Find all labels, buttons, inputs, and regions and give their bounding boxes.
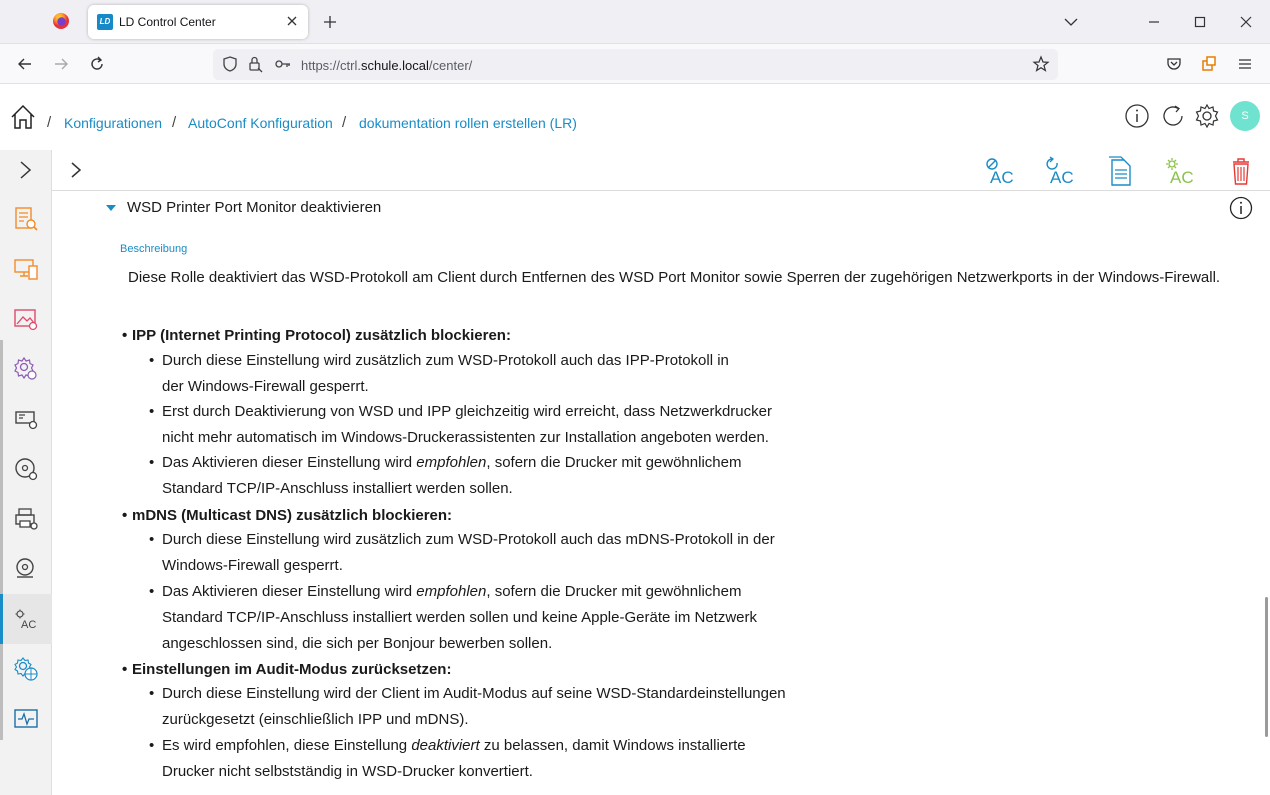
- devices-icon: [13, 256, 39, 282]
- firefox-icon[interactable]: [52, 12, 70, 30]
- list-item-line: [162, 733, 746, 759]
- emphasis: deaktiviert: [411, 737, 480, 754]
- autoconf-label: AC: [21, 619, 37, 631]
- sidebar-expand-icon[interactable]: [0, 150, 52, 190]
- gear-icon[interactable]: [1194, 103, 1220, 129]
- ac-settings-icon[interactable]: [1164, 156, 1198, 186]
- ac-unlink-icon[interactable]: [984, 156, 1018, 186]
- ac-text: AC: [1170, 168, 1194, 186]
- close-window-icon[interactable]: [1237, 13, 1255, 31]
- extensions-icon[interactable]: [1200, 55, 1218, 73]
- reload-icon[interactable]: [88, 55, 106, 73]
- home-icon[interactable]: [9, 103, 37, 131]
- report-icon: [13, 206, 39, 232]
- breadcrumb-separator: /: [342, 114, 347, 131]
- ld-favicon-icon: LD: [97, 14, 113, 30]
- list-item: [162, 527, 775, 579]
- image-icon: [13, 306, 39, 332]
- menu-icon[interactable]: [1236, 55, 1254, 73]
- back-icon[interactable]: [16, 55, 34, 73]
- list-item-line: der Windows-Firewall gesperrt.: [162, 378, 369, 395]
- list-item-line: • Erst durch Deaktivierung von WSD und IPP gleichzeitig wird erreicht, dass Netzwerkdrucker: [162, 403, 772, 420]
- description-label: Beschreibung: [120, 243, 188, 255]
- text-segment: , sofern die Drucker mit gewöhnlichem: [486, 583, 742, 600]
- forward-icon[interactable]: [52, 55, 70, 73]
- text-segment: , sofern die Drucker mit gewöhnlichem: [486, 454, 742, 471]
- info-icon[interactable]: [1124, 103, 1150, 129]
- pocket-icon[interactable]: [1165, 55, 1183, 73]
- text-segment: Das Aktivieren dieser Einstellung wird: [162, 454, 417, 471]
- sidebar-item-network[interactable]: [0, 644, 52, 694]
- text-segment: Das Aktivieren dieser Einstellung wird: [162, 583, 417, 600]
- sidebar-item-configuration[interactable]: [0, 344, 52, 394]
- list-item-line: zurückgesetzt (einschließlich IPP und mDNS).: [162, 711, 469, 728]
- breadcrumb-item-autoconf[interactable]: AutoConf Konfiguration: [188, 115, 333, 131]
- list-item-line: • Durch diese Einstellung wird der Client im Audit-Modus auf seine WSD-Standardeinstellungen: [162, 685, 786, 702]
- description-text: Diese Rolle deaktiviert das WSD-Protokoll am Client durch Entfernen des WSD Port Monitor sowie Sperren der zugehörigen Netzwerkports in der Windows-Firewall.: [128, 269, 1221, 286]
- text-segment: Es wird empfohlen, diese Einstellung: [162, 737, 412, 754]
- chevron-right-icon[interactable]: [66, 160, 86, 180]
- list-item-line: nicht mehr automatisch im Windows-Druckerassistenten zur Installation angeboten werden.: [162, 429, 769, 446]
- info-icon[interactable]: [1229, 196, 1253, 220]
- monitor-icon: [13, 706, 39, 732]
- lock-icon[interactable]: [246, 55, 264, 73]
- close-icon[interactable]: [284, 13, 300, 29]
- sidebar-item-disks[interactable]: [0, 444, 52, 494]
- ac-refresh-icon[interactable]: [1044, 156, 1078, 186]
- breadcrumb-separator: /: [172, 114, 177, 131]
- sidebar-item-drives[interactable]: [0, 544, 52, 594]
- browser-nav-bar: [0, 44, 1270, 84]
- caret-down-icon[interactable]: [106, 205, 116, 211]
- plus-icon[interactable]: [322, 14, 338, 30]
- bullet-heading-audit: • Einstellungen im Audit-Modus zurücksetzen:: [132, 660, 451, 680]
- sidebar-item-autoconf[interactable]: [0, 594, 52, 644]
- breadcrumb-item-current[interactable]: dokumentation rollen erstellen (LR): [359, 115, 577, 131]
- emphasis: empfohlen: [416, 454, 487, 471]
- tab-title: LD Control Center: [119, 15, 216, 29]
- list-item-line: [162, 450, 741, 476]
- hardware-icon: [13, 406, 39, 432]
- network-icon: [13, 656, 39, 682]
- breadcrumb-item-konfigurationen[interactable]: Konfigurationen: [64, 115, 163, 131]
- browser-tab-strip: [0, 0, 1270, 44]
- sidebar-item-hardware[interactable]: [0, 394, 52, 444]
- ac-text: AC: [990, 168, 1014, 186]
- sidebar-item-devices[interactable]: [0, 244, 52, 294]
- ac-text: AC: [1050, 168, 1074, 186]
- list-item-line: • Durch diese Einstellung wird zusätzlich zum WSD-Protokoll auch das mDNS-Protokoll in der: [162, 531, 775, 548]
- list-item: [162, 348, 729, 400]
- emphasis: empfohlen: [416, 583, 487, 600]
- list-item: [162, 450, 741, 502]
- url-text[interactable]: [301, 58, 472, 73]
- list-item-line: Standard TCP/IP-Anschluss installiert werden sollen und keine Apple-Geräte im Netzwerk: [162, 609, 758, 626]
- sidebar-item-printers[interactable]: [0, 494, 52, 544]
- list-item-line: Drucker nicht selbstständig in WSD-Drucker konvertiert.: [162, 763, 533, 780]
- browser-tab[interactable]: [88, 5, 308, 39]
- url-host: schule.local: [360, 58, 429, 73]
- sidebar-item-reports[interactable]: [0, 194, 52, 244]
- app-header: [0, 85, 1270, 150]
- disk-icon: [13, 456, 39, 482]
- minimize-icon[interactable]: [1145, 13, 1163, 31]
- scrollbar-thumb[interactable]: [1265, 597, 1268, 737]
- sidebar: [0, 150, 52, 795]
- document-icon[interactable]: [1104, 156, 1138, 186]
- sidebar-item-images[interactable]: [0, 294, 52, 344]
- url-path: /center/: [428, 58, 473, 73]
- list-item-line: [162, 579, 757, 605]
- text-segment: zu belassen, damit Windows installierte: [479, 737, 746, 754]
- avatar[interactable]: S: [1230, 101, 1260, 131]
- bullet-heading-mdns: • mDNS (Multicast DNS) zusätzlich blockieren:: [132, 506, 452, 526]
- role-detail-panel: [52, 191, 1264, 795]
- maximize-icon[interactable]: [1191, 13, 1209, 31]
- bullet-heading-ipp: • IPP (Internet Printing Protocol) zusätzlich blockieren:: [132, 326, 511, 346]
- list-item-line: Windows-Firewall gesperrt.: [162, 557, 343, 574]
- list-item: [162, 579, 757, 657]
- list-item: [162, 681, 786, 733]
- config-icon: [13, 356, 39, 382]
- drive-icon: [13, 556, 39, 582]
- chevron-down-icon[interactable]: [1062, 13, 1080, 31]
- key-icon[interactable]: [274, 55, 292, 73]
- shield-icon[interactable]: [221, 55, 239, 73]
- list-item-line: angeschlossen sind, die sich per Bonjour bewerben sollen.: [162, 635, 553, 652]
- list-item: [162, 399, 772, 451]
- breadcrumb-separator: /: [47, 114, 52, 131]
- url-prefix: https://ctrl.: [301, 58, 361, 73]
- section-title: WSD Printer Port Monitor deaktivieren: [127, 199, 382, 216]
- list-item-line: Standard TCP/IP-Anschluss installiert werden sollen.: [162, 480, 513, 497]
- list-item: [162, 733, 746, 785]
- autoconf-icon: [13, 606, 39, 632]
- trash-icon[interactable]: [1224, 156, 1258, 186]
- sidebar-item-monitoring[interactable]: [0, 694, 52, 744]
- printer-icon: [13, 506, 39, 532]
- address-bar[interactable]: [213, 49, 1058, 80]
- refresh-icon[interactable]: [1160, 103, 1186, 129]
- content-toolbar: [52, 150, 1270, 191]
- star-icon[interactable]: [1032, 55, 1050, 73]
- list-item-line: • Durch diese Einstellung wird zusätzlich zum WSD-Protokoll auch das IPP-Protokoll in: [162, 352, 729, 369]
